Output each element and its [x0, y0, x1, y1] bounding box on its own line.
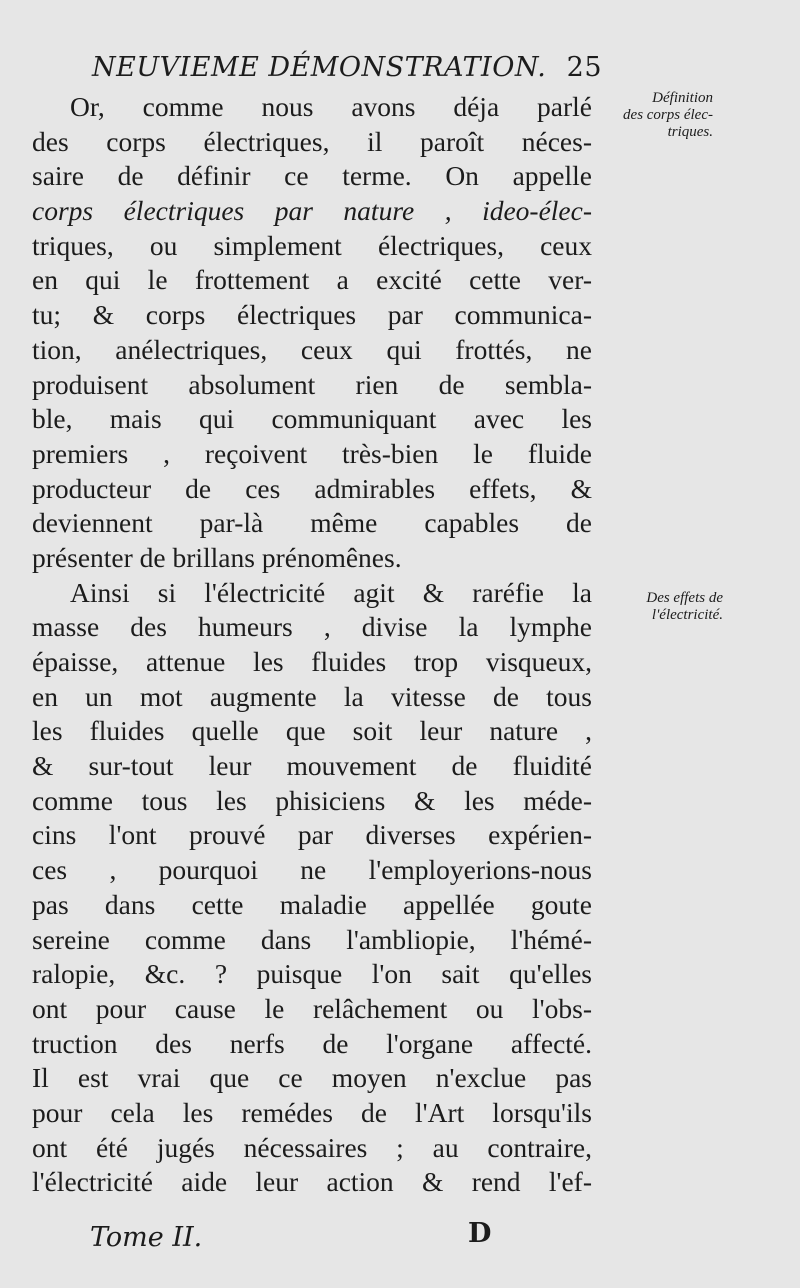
text-line: truction des nerfs de l'organe affecté.: [32, 1027, 592, 1059]
text-line: l'électricité aide leur action & rend l'ef-: [32, 1166, 592, 1198]
text-line: ont été jugés nécessaires ; au contraire,: [32, 1131, 592, 1163]
margin-note-definition: [585, 90, 713, 141]
text-line: ont pour cause le relâchement ou l'obs-: [32, 992, 592, 1024]
text-line: Or, comme nous avons déja parlé: [70, 91, 592, 122]
text-line: épaisse, attenue les fluides trop visqueux,: [32, 646, 592, 677]
text-line: sereine comme dans l'ambliopie, l'hémé-: [32, 923, 592, 955]
text-line: saire de définir ce terme. On appelle: [32, 160, 592, 192]
text-line: des corps électriques, il paroît néces-: [32, 125, 592, 157]
text-line: ble, mais qui communiquant avec les: [32, 403, 592, 435]
page-number: 25: [566, 52, 602, 83]
margin-note-line: l'électricité.: [651, 607, 723, 623]
text-line: tion, anélectriques, ceux qui frottés, ne: [32, 333, 592, 365]
text-line: produisent absolument rien de sembla-: [32, 368, 592, 400]
text-line: pour cela les remédes de l'Art lorsqu'ils: [32, 1096, 592, 1128]
text-line: en un mot augmente la vitesse de tous: [32, 680, 592, 712]
volume-signature: Tome II.: [90, 1222, 203, 1253]
margin-note-line: des corps élec-: [623, 107, 713, 123]
text-line: les fluides quelle que soit leur nature ,: [32, 715, 592, 747]
running-head-title: NEUVIEME DÉMONSTRATION.: [92, 52, 547, 83]
text-line: comme tous les phisiciens & les méde-: [32, 784, 592, 816]
margin-note-effects: [588, 590, 723, 624]
margin-note-line: Définition: [652, 90, 713, 106]
body-text: [32, 90, 592, 1200]
text-line: masse des humeurs , divise la lymphe: [32, 611, 592, 643]
text-line: premiers , reçoivent très-bien le fluide: [32, 437, 592, 469]
text-line: présenter de brillans prénomênes.: [32, 541, 402, 573]
text-line: corps électriques par nature , ideo-élec-: [32, 195, 592, 227]
text-line: & sur-tout leur mouvement de fluidité: [32, 750, 592, 782]
text-line: cins l'ont prouvé par diverses expérien-: [32, 819, 592, 851]
text-line: Ainsi si l'électricité agit & raréfie la: [70, 576, 592, 608]
text-line: en qui le frottement a excité cette ver-: [32, 264, 592, 296]
text-line: pas dans cette maladie appellée goute: [32, 888, 592, 920]
text-line: triques, ou simplement électriques, ceux: [32, 229, 592, 261]
text-line: ces , pourquoi ne l'employerions-nous: [32, 854, 592, 886]
text-line: producteur de ces admirables effets, &: [32, 472, 592, 504]
text-line: tu; & corps électriques par communica-: [32, 299, 592, 331]
running-head: [92, 52, 602, 83]
text-line: Il est vrai que ce moyen n'exclue pas: [32, 1062, 592, 1094]
gathering-mark: D: [468, 1218, 492, 1249]
margin-note-line: Des effets de: [646, 590, 723, 606]
text-line: ralopie, &c. ? puisque l'on sait qu'elles: [32, 958, 592, 990]
margin-note-line: triques.: [667, 124, 713, 140]
text-line: deviennent par-là même capables de: [32, 507, 592, 539]
